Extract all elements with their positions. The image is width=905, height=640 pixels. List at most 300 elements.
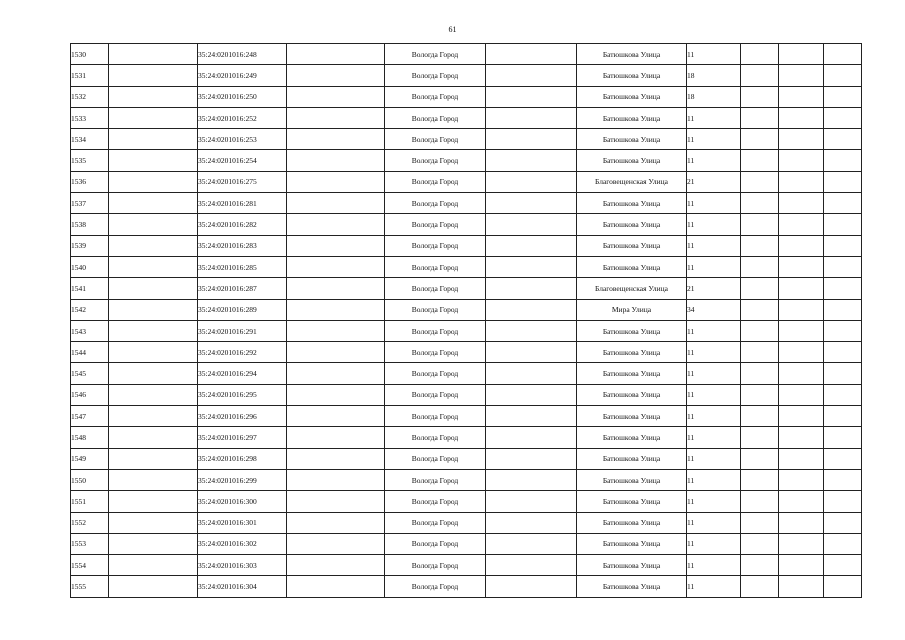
- city-cell: Вологда Город: [385, 44, 486, 65]
- empty-cell: [109, 235, 198, 256]
- house-number: 11: [687, 533, 741, 554]
- cadastral-number: 35:24:0201016:249: [198, 65, 287, 86]
- street-cell: Батюшкова Улица: [577, 491, 687, 512]
- street-cell: Батюшкова Улица: [577, 427, 687, 448]
- row-number: 1542: [71, 299, 109, 320]
- row-number: 1553: [71, 533, 109, 554]
- street-cell: Батюшкова Улица: [577, 193, 687, 214]
- empty-cell: [824, 193, 862, 214]
- empty-cell: [486, 469, 577, 490]
- empty-cell: [486, 235, 577, 256]
- empty-cell: [741, 129, 779, 150]
- row-number: 1541: [71, 278, 109, 299]
- empty-cell: [824, 320, 862, 341]
- empty-cell: [779, 427, 824, 448]
- empty-cell: [824, 384, 862, 405]
- cadastral-number: 35:24:0201016:295: [198, 384, 287, 405]
- empty-cell: [741, 256, 779, 277]
- empty-cell: [741, 107, 779, 128]
- street-cell: Батюшкова Улица: [577, 320, 687, 341]
- table-row: [71, 342, 862, 363]
- street-cell: Батюшкова Улица: [577, 555, 687, 576]
- empty-cell: [109, 214, 198, 235]
- row-number: 1536: [71, 171, 109, 192]
- street-cell: Батюшкова Улица: [577, 214, 687, 235]
- empty-cell: [109, 44, 198, 65]
- empty-cell: [486, 512, 577, 533]
- street-cell: Батюшкова Улица: [577, 129, 687, 150]
- empty-cell: [741, 406, 779, 427]
- empty-cell: [109, 342, 198, 363]
- empty-cell: [287, 278, 385, 299]
- city-cell: Вологда Город: [385, 235, 486, 256]
- house-number: 11: [687, 342, 741, 363]
- empty-cell: [741, 512, 779, 533]
- house-number: 11: [687, 555, 741, 576]
- cadastral-number: 35:24:0201016:289: [198, 299, 287, 320]
- empty-cell: [486, 256, 577, 277]
- row-number: 1552: [71, 512, 109, 533]
- street-cell: Батюшкова Улица: [577, 512, 687, 533]
- cadastral-number: 35:24:0201016:297: [198, 427, 287, 448]
- house-number: 11: [687, 150, 741, 171]
- cadastral-number: 35:24:0201016:301: [198, 512, 287, 533]
- empty-cell: [779, 342, 824, 363]
- city-cell: Вологда Город: [385, 555, 486, 576]
- empty-cell: [824, 129, 862, 150]
- page-number: 61: [448, 25, 457, 34]
- cadastral-number: 35:24:0201016:296: [198, 406, 287, 427]
- empty-cell: [109, 150, 198, 171]
- table-row: [71, 320, 862, 341]
- cadastral-number: 35:24:0201016:252: [198, 107, 287, 128]
- empty-cell: [779, 469, 824, 490]
- empty-cell: [287, 533, 385, 554]
- empty-cell: [109, 469, 198, 490]
- cadastral-number: 35:24:0201016:294: [198, 363, 287, 384]
- table-row: [71, 65, 862, 86]
- row-number: 1545: [71, 363, 109, 384]
- empty-cell: [824, 214, 862, 235]
- cadastral-number: 35:24:0201016:291: [198, 320, 287, 341]
- empty-cell: [741, 342, 779, 363]
- empty-cell: [779, 363, 824, 384]
- empty-cell: [486, 129, 577, 150]
- table-row: [71, 533, 862, 554]
- city-cell: Вологда Город: [385, 320, 486, 341]
- empty-cell: [741, 533, 779, 554]
- house-number: 11: [687, 491, 741, 512]
- empty-cell: [824, 278, 862, 299]
- city-cell: Вологда Город: [385, 512, 486, 533]
- house-number: 11: [687, 129, 741, 150]
- street-cell: Батюшкова Улица: [577, 384, 687, 405]
- empty-cell: [741, 44, 779, 65]
- table-row: [71, 150, 862, 171]
- row-number: 1530: [71, 44, 109, 65]
- city-cell: Вологда Город: [385, 256, 486, 277]
- house-number: 11: [687, 469, 741, 490]
- empty-cell: [824, 171, 862, 192]
- empty-cell: [779, 107, 824, 128]
- street-cell: Благовещенская Улица: [577, 278, 687, 299]
- empty-cell: [741, 299, 779, 320]
- empty-cell: [287, 491, 385, 512]
- empty-cell: [486, 342, 577, 363]
- empty-cell: [486, 320, 577, 341]
- street-cell: Батюшкова Улица: [577, 342, 687, 363]
- empty-cell: [486, 384, 577, 405]
- street-cell: Батюшкова Улица: [577, 469, 687, 490]
- street-cell: Батюшкова Улица: [577, 533, 687, 554]
- empty-cell: [109, 278, 198, 299]
- empty-cell: [287, 555, 385, 576]
- empty-cell: [287, 65, 385, 86]
- empty-cell: [287, 299, 385, 320]
- empty-cell: [109, 491, 198, 512]
- empty-cell: [741, 171, 779, 192]
- empty-cell: [779, 384, 824, 405]
- empty-cell: [109, 256, 198, 277]
- empty-cell: [741, 86, 779, 107]
- city-cell: Вологда Город: [385, 342, 486, 363]
- row-number: 1535: [71, 150, 109, 171]
- house-number: 11: [687, 107, 741, 128]
- empty-cell: [287, 512, 385, 533]
- cadastral-number: 35:24:0201016:283: [198, 235, 287, 256]
- empty-cell: [824, 363, 862, 384]
- city-cell: Вологда Город: [385, 214, 486, 235]
- table-row: [71, 406, 862, 427]
- row-number: 1544: [71, 342, 109, 363]
- house-number: 18: [687, 65, 741, 86]
- street-cell: Батюшкова Улица: [577, 576, 687, 597]
- street-cell: Батюшкова Улица: [577, 363, 687, 384]
- city-cell: Вологда Город: [385, 448, 486, 469]
- empty-cell: [779, 193, 824, 214]
- empty-cell: [779, 299, 824, 320]
- table-row: [71, 256, 862, 277]
- empty-cell: [779, 256, 824, 277]
- house-number: 11: [687, 512, 741, 533]
- empty-cell: [486, 214, 577, 235]
- empty-cell: [779, 448, 824, 469]
- city-cell: Вологда Город: [385, 65, 486, 86]
- cadastral-number: 35:24:0201016:250: [198, 86, 287, 107]
- row-number: 1547: [71, 406, 109, 427]
- empty-cell: [109, 129, 198, 150]
- empty-cell: [287, 448, 385, 469]
- empty-cell: [486, 65, 577, 86]
- empty-cell: [824, 512, 862, 533]
- table-row: [71, 214, 862, 235]
- empty-cell: [109, 533, 198, 554]
- empty-cell: [287, 256, 385, 277]
- row-number: 1548: [71, 427, 109, 448]
- empty-cell: [486, 406, 577, 427]
- cadastral-number: 35:24:0201016:281: [198, 193, 287, 214]
- empty-cell: [741, 150, 779, 171]
- empty-cell: [287, 384, 385, 405]
- city-cell: Вологда Город: [385, 576, 486, 597]
- registry-table: [70, 43, 862, 598]
- row-number: 1546: [71, 384, 109, 405]
- empty-cell: [779, 214, 824, 235]
- empty-cell: [486, 278, 577, 299]
- empty-cell: [824, 44, 862, 65]
- row-number: 1540: [71, 256, 109, 277]
- house-number: 11: [687, 193, 741, 214]
- table-row: [71, 555, 862, 576]
- city-cell: Вологда Город: [385, 299, 486, 320]
- empty-cell: [741, 576, 779, 597]
- empty-cell: [824, 86, 862, 107]
- empty-cell: [741, 448, 779, 469]
- empty-cell: [109, 512, 198, 533]
- empty-cell: [824, 235, 862, 256]
- empty-cell: [741, 491, 779, 512]
- table-row: [71, 469, 862, 490]
- row-number: 1543: [71, 320, 109, 341]
- table-row: [71, 129, 862, 150]
- city-cell: Вологда Город: [385, 107, 486, 128]
- cadastral-number: 35:24:0201016:275: [198, 171, 287, 192]
- empty-cell: [741, 65, 779, 86]
- empty-cell: [824, 406, 862, 427]
- table-row: [71, 44, 862, 65]
- table-row: [71, 512, 862, 533]
- empty-cell: [779, 491, 824, 512]
- empty-cell: [486, 491, 577, 512]
- empty-cell: [741, 193, 779, 214]
- cadastral-number: 35:24:0201016:304: [198, 576, 287, 597]
- table-row: [71, 427, 862, 448]
- empty-cell: [741, 214, 779, 235]
- empty-cell: [779, 86, 824, 107]
- empty-cell: [486, 427, 577, 448]
- house-number: 11: [687, 320, 741, 341]
- empty-cell: [109, 193, 198, 214]
- empty-cell: [779, 278, 824, 299]
- empty-cell: [287, 342, 385, 363]
- empty-cell: [109, 384, 198, 405]
- empty-cell: [287, 406, 385, 427]
- empty-cell: [287, 150, 385, 171]
- row-number: 1538: [71, 214, 109, 235]
- empty-cell: [824, 342, 862, 363]
- empty-cell: [486, 533, 577, 554]
- empty-cell: [287, 86, 385, 107]
- city-cell: Вологда Город: [385, 278, 486, 299]
- empty-cell: [287, 44, 385, 65]
- street-cell: Батюшкова Улица: [577, 107, 687, 128]
- street-cell: Благовещенская Улица: [577, 171, 687, 192]
- city-cell: Вологда Город: [385, 469, 486, 490]
- cadastral-number: 35:24:0201016:254: [198, 150, 287, 171]
- empty-cell: [109, 576, 198, 597]
- city-cell: Вологда Город: [385, 427, 486, 448]
- empty-cell: [779, 150, 824, 171]
- empty-cell: [287, 107, 385, 128]
- empty-cell: [109, 299, 198, 320]
- empty-cell: [779, 555, 824, 576]
- empty-cell: [486, 171, 577, 192]
- house-number: 11: [687, 448, 741, 469]
- empty-cell: [287, 129, 385, 150]
- house-number: 11: [687, 363, 741, 384]
- cadastral-number: 35:24:0201016:300: [198, 491, 287, 512]
- street-cell: Батюшкова Улица: [577, 86, 687, 107]
- house-number: 11: [687, 427, 741, 448]
- empty-cell: [779, 65, 824, 86]
- house-number: 11: [687, 256, 741, 277]
- empty-cell: [109, 107, 198, 128]
- row-number: 1549: [71, 448, 109, 469]
- empty-cell: [824, 469, 862, 490]
- empty-cell: [824, 448, 862, 469]
- empty-cell: [779, 533, 824, 554]
- empty-cell: [287, 235, 385, 256]
- empty-cell: [486, 555, 577, 576]
- house-number: 11: [687, 44, 741, 65]
- empty-cell: [824, 491, 862, 512]
- empty-cell: [109, 427, 198, 448]
- empty-cell: [109, 65, 198, 86]
- street-cell: Батюшкова Улица: [577, 44, 687, 65]
- empty-cell: [741, 278, 779, 299]
- empty-cell: [287, 214, 385, 235]
- house-number: 11: [687, 406, 741, 427]
- empty-cell: [486, 150, 577, 171]
- table-row: [71, 363, 862, 384]
- row-number: 1554: [71, 555, 109, 576]
- empty-cell: [741, 469, 779, 490]
- empty-cell: [287, 427, 385, 448]
- empty-cell: [486, 448, 577, 469]
- empty-cell: [741, 320, 779, 341]
- table-row: [71, 171, 862, 192]
- cadastral-number: 35:24:0201016:253: [198, 129, 287, 150]
- empty-cell: [287, 576, 385, 597]
- empty-cell: [287, 320, 385, 341]
- street-cell: Мира Улица: [577, 299, 687, 320]
- empty-cell: [287, 171, 385, 192]
- house-number: 34: [687, 299, 741, 320]
- cadastral-number: 35:24:0201016:287: [198, 278, 287, 299]
- city-cell: Вологда Город: [385, 150, 486, 171]
- empty-cell: [486, 299, 577, 320]
- empty-cell: [779, 44, 824, 65]
- row-number: 1555: [71, 576, 109, 597]
- row-number: 1539: [71, 235, 109, 256]
- empty-cell: [824, 427, 862, 448]
- house-number: 11: [687, 576, 741, 597]
- empty-cell: [741, 235, 779, 256]
- city-cell: Вологда Город: [385, 129, 486, 150]
- table-row: [71, 193, 862, 214]
- cadastral-number: 35:24:0201016:282: [198, 214, 287, 235]
- empty-cell: [779, 512, 824, 533]
- empty-cell: [779, 129, 824, 150]
- empty-cell: [109, 406, 198, 427]
- empty-cell: [779, 320, 824, 341]
- table-row: [71, 86, 862, 107]
- table-row: [71, 384, 862, 405]
- empty-cell: [824, 533, 862, 554]
- empty-cell: [486, 107, 577, 128]
- empty-cell: [824, 150, 862, 171]
- city-cell: Вологда Город: [385, 171, 486, 192]
- empty-cell: [486, 86, 577, 107]
- table-row: [71, 448, 862, 469]
- empty-cell: [486, 44, 577, 65]
- table-row: [71, 235, 862, 256]
- registry-body: [71, 44, 862, 598]
- row-number: 1551: [71, 491, 109, 512]
- row-number: 1534: [71, 129, 109, 150]
- city-cell: Вологда Город: [385, 533, 486, 554]
- empty-cell: [109, 363, 198, 384]
- empty-cell: [779, 406, 824, 427]
- cadastral-number: 35:24:0201016:248: [198, 44, 287, 65]
- table-row: [71, 491, 862, 512]
- empty-cell: [824, 299, 862, 320]
- street-cell: Батюшкова Улица: [577, 235, 687, 256]
- city-cell: Вологда Город: [385, 491, 486, 512]
- row-number: 1531: [71, 65, 109, 86]
- empty-cell: [824, 107, 862, 128]
- row-number: 1532: [71, 86, 109, 107]
- street-cell: Батюшкова Улица: [577, 448, 687, 469]
- empty-cell: [109, 86, 198, 107]
- empty-cell: [824, 576, 862, 597]
- empty-cell: [109, 171, 198, 192]
- table-row: [71, 299, 862, 320]
- table-row: [71, 107, 862, 128]
- empty-cell: [486, 363, 577, 384]
- house-number: 18: [687, 86, 741, 107]
- empty-cell: [741, 363, 779, 384]
- empty-cell: [779, 576, 824, 597]
- empty-cell: [741, 384, 779, 405]
- cadastral-number: 35:24:0201016:298: [198, 448, 287, 469]
- cadastral-number: 35:24:0201016:285: [198, 256, 287, 277]
- house-number: 11: [687, 214, 741, 235]
- table-row: [71, 278, 862, 299]
- empty-cell: [779, 235, 824, 256]
- empty-cell: [741, 555, 779, 576]
- city-cell: Вологда Город: [385, 193, 486, 214]
- street-cell: Батюшкова Улица: [577, 150, 687, 171]
- empty-cell: [287, 469, 385, 490]
- house-number: 11: [687, 235, 741, 256]
- empty-cell: [109, 448, 198, 469]
- house-number: 21: [687, 171, 741, 192]
- empty-cell: [287, 193, 385, 214]
- cadastral-number: 35:24:0201016:302: [198, 533, 287, 554]
- empty-cell: [486, 576, 577, 597]
- house-number: 11: [687, 384, 741, 405]
- empty-cell: [824, 65, 862, 86]
- street-cell: Батюшкова Улица: [577, 65, 687, 86]
- table-row: [71, 576, 862, 597]
- row-number: 1537: [71, 193, 109, 214]
- empty-cell: [779, 171, 824, 192]
- empty-cell: [741, 427, 779, 448]
- city-cell: Вологда Город: [385, 86, 486, 107]
- row-number: 1550: [71, 469, 109, 490]
- empty-cell: [109, 555, 198, 576]
